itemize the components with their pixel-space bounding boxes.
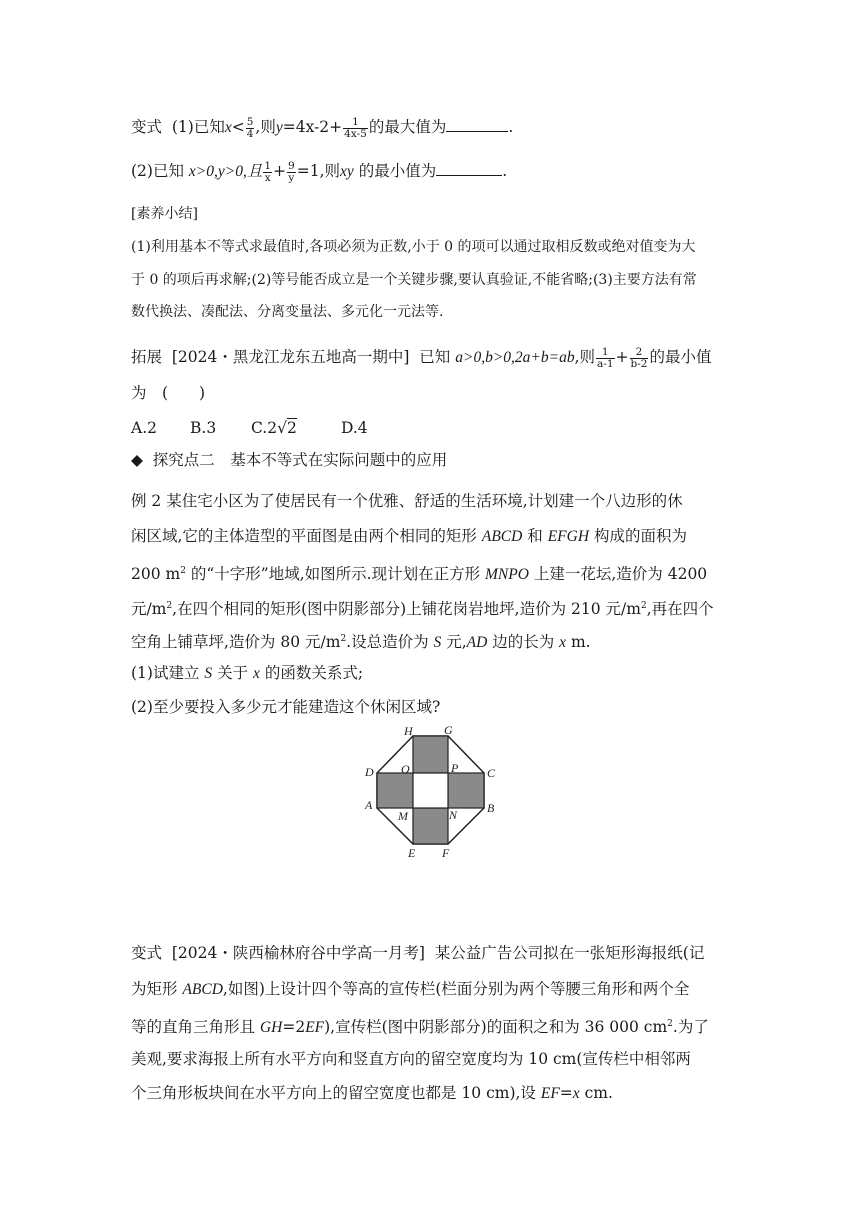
label-o: O [401, 762, 410, 776]
fraction: $\frac{2}{b-2}$ [630, 345, 648, 370]
fraction: $\frac{1}{4x-5}$ [344, 115, 367, 140]
fraction: $\frac{9}{y}$ [288, 159, 295, 184]
variant2-line: 个三角形板块间在水平方向上的留空宽度也都是 10 cm),设 EF=x cm. [131, 1084, 613, 1102]
octagon-figure [360, 722, 510, 862]
label-p: P [451, 761, 459, 775]
variant2-line: 美观,要求海报上所有水平方向和竖直方向的留空宽度均为 10 cm(宣传栏中相邻两 [131, 1050, 691, 1068]
example-line: 闲区域,它的主体造型的平面图是由两个相同的矩形 ABCD 和 EFGH 构成的面积为 [131, 527, 687, 545]
fraction: $\frac{1}{a-1}$ [597, 345, 614, 370]
variant1-part1: 变式 (1)已知x< $\frac{5}{4}$ ,则y=4x-2+ $\frac{1}{4x-5}$ 的最大值为 . [131, 115, 514, 140]
summary-line: 于 0 的项后再求解;(2)等号能否成立是一个关键步骤,要认真验证,不能省略;(3)主要方法有常 [131, 272, 697, 288]
summary-heading: [素养小结] [131, 206, 198, 222]
example-question-2: (2)至少要投入多少元才能建造这个休闲区域? [131, 698, 441, 716]
shaded-rect-right [448, 773, 484, 808]
variant2-line: 等的直角三角形且 GH=2EF),宣传栏(图中阴影部分)的面积之和为 36 000 $cm^2$.为了 [131, 1018, 709, 1037]
shaded-rect-bottom [413, 808, 448, 844]
option-b[interactable]: B.3 [190, 419, 217, 437]
label-m: M [398, 809, 408, 823]
label-a: A [365, 798, 373, 812]
extension-answer-prompt: 为 ( ) [131, 384, 206, 402]
label-e: E [408, 846, 416, 860]
shaded-rect-top [413, 736, 448, 773]
example-line: 例 2 某住宅小区为了使居民有一个优雅、舒适的生活环境,计划建一个八边形的休 [131, 492, 683, 510]
shaded-rect-left [377, 773, 413, 808]
fraction: $\frac{1}{x}$ [264, 159, 272, 184]
extension-question: 拓展 [2024・黑龙江龙东五地高一期中] 已知 a>0,b>0,2a+b=ab,则 $\frac{1}{a-1}$ + $\frac{2}{b-2}$ 的最小值 [131, 345, 712, 370]
example-line: 空角上铺草坪,造价为 80 元$/m^2$.设总造价为 S 元,AD 边的长为 x m. [131, 633, 591, 652]
label-n: N [449, 808, 458, 822]
option-d[interactable]: D.4 [341, 419, 368, 437]
fraction: $\frac{5}{4}$ [246, 115, 254, 140]
section-heading: ◆ 探究点二 基本不等式在实际问题中的应用 [131, 451, 448, 469]
label-b: B [487, 801, 495, 815]
variant2-line: 为矩形 ABCD,如图)上设计四个等高的宣传栏(栏面分别为两个等腰三角形和两个全 [131, 980, 690, 998]
answer-blank[interactable] [446, 117, 508, 132]
label-d: D [365, 765, 374, 779]
example-question-1: (1)试建立 S 关于 x 的函数关系式; [131, 664, 364, 682]
variant2-line: 变式 [2024・陕西榆林府谷中学高一月考] 某公益广告公司拟在一张矩形海报纸(记 [131, 944, 705, 962]
answer-blank[interactable] [436, 161, 502, 176]
variant1-part2: (2)已知 x>0,y>0,且 $\frac{1}{x}$ + $\frac{9}{y}$ =1,则xy 的最小值为 . [131, 159, 508, 184]
summary-line: 数代换法、凑配法、分离变量法、多元化一元法等. [131, 304, 444, 320]
label-c: C [487, 766, 496, 780]
summary-line: (1)利用基本不等式求最值时,各项必须为正数,小于 0 的项可以通过取相反数或绝对值变为大 [131, 239, 696, 255]
label-f: F [442, 846, 450, 860]
example-line: 200 $m^2$ 的“十字形”地域,如图所示.现计划在正方形 MNPO 上建一花坛,造价为 4200 [131, 565, 708, 584]
center-square [413, 773, 448, 808]
option-a[interactable]: A.2 [131, 419, 157, 437]
diamond-icon: ◆ [131, 451, 143, 469]
extension-options [131, 417, 368, 439]
label-h: H [404, 724, 413, 738]
sqrt-icon: √ [277, 419, 287, 437]
variant-label: 变式 [131, 118, 163, 136]
label-g: G [444, 723, 453, 737]
option-c[interactable]: C.2√2 [251, 419, 297, 437]
example-line: 元$/m^2$,在四个相同的矩形(图中阴影部分)上铺花岗岩地坪,造价为 210 元$/m^2$,再在四个 [131, 600, 714, 619]
